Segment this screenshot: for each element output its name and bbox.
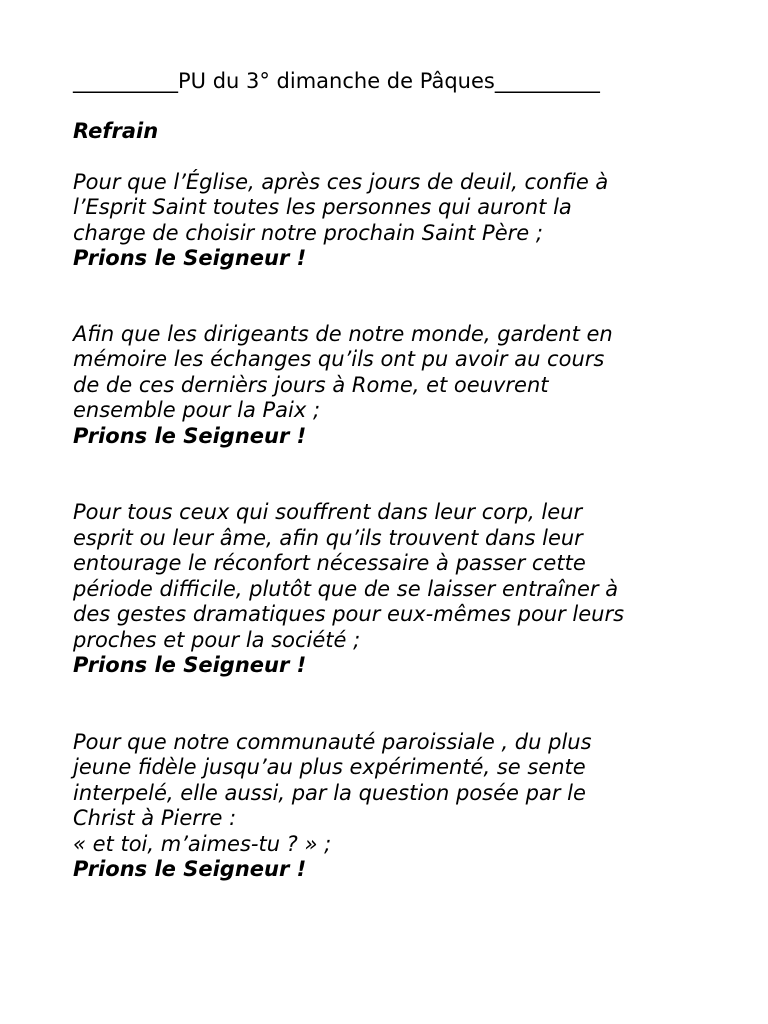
prayer-text	[73, 170, 743, 247]
prayer-line: Christ à Pierre :	[73, 806, 237, 830]
prayer-line: Pour que notre communauté paroissiale , du plus	[73, 729, 592, 754]
prayer-line: proches et pour la société ;	[73, 627, 361, 652]
prayer-line: charge de choisir notre prochain Saint Père ;	[73, 220, 543, 245]
prayer-response: Prions le Seigneur !	[73, 246, 307, 270]
prayer-line: jeune fidèle jusqu’au plus expérimenté, se sente	[73, 755, 586, 779]
prayer-line: de de ces dernièrs jours à Rome, et oeuvrent	[73, 372, 549, 397]
prayer-line: des gestes dramatiques pour eux-mêmes pour leurs	[73, 602, 625, 626]
document-page	[73, 66, 743, 883]
prayer-response: Prions le Seigneur !	[73, 423, 307, 448]
prayer-response: Prions le Seigneur !	[73, 857, 307, 881]
prayer-line: Pour tous ceux qui souffrent dans leur corp, leur	[73, 500, 583, 524]
prayer-line: mémoire les échanges qu’ils ont pu avoir au cours	[73, 347, 605, 371]
prayer-intention-1	[73, 170, 743, 272]
document-title: __________PU du 3° dimanche de Pâques__________	[73, 69, 600, 93]
prayer-intention-4	[73, 730, 743, 883]
prayer-line: l’Esprit Saint toutes les personnes qui auront la	[73, 195, 572, 219]
prayer-line: esprit ou leur âme, afin qu’ils trouvent dans leur	[73, 525, 583, 550]
prayer-response: Prions le Seigneur !	[73, 653, 307, 677]
prayer-line: Pour que l’Église, après ces jours de deuil, confie à	[73, 169, 609, 194]
prayer-line: ensemble pour la Paix ;	[73, 398, 321, 422]
refrain-heading: Refrain	[73, 119, 159, 143]
prayer-text	[73, 500, 743, 653]
prayer-line: « et toi, m’aimes-tu ? » ;	[73, 831, 332, 856]
prayer-text	[73, 730, 743, 858]
prayer-text	[73, 322, 743, 424]
prayer-intention-2	[73, 322, 743, 450]
prayer-line: interpelé, elle aussi, par la question posée par le	[73, 780, 586, 805]
prayer-intention-3	[73, 500, 743, 679]
prayer-line: période difficile, plutôt que de se laisser entraîner à	[73, 576, 619, 601]
prayer-line: Afin que les dirigeants de notre monde, gardent en	[73, 321, 613, 346]
prayer-line: entourage le réconfort nécessaire à passer cette	[73, 551, 586, 575]
